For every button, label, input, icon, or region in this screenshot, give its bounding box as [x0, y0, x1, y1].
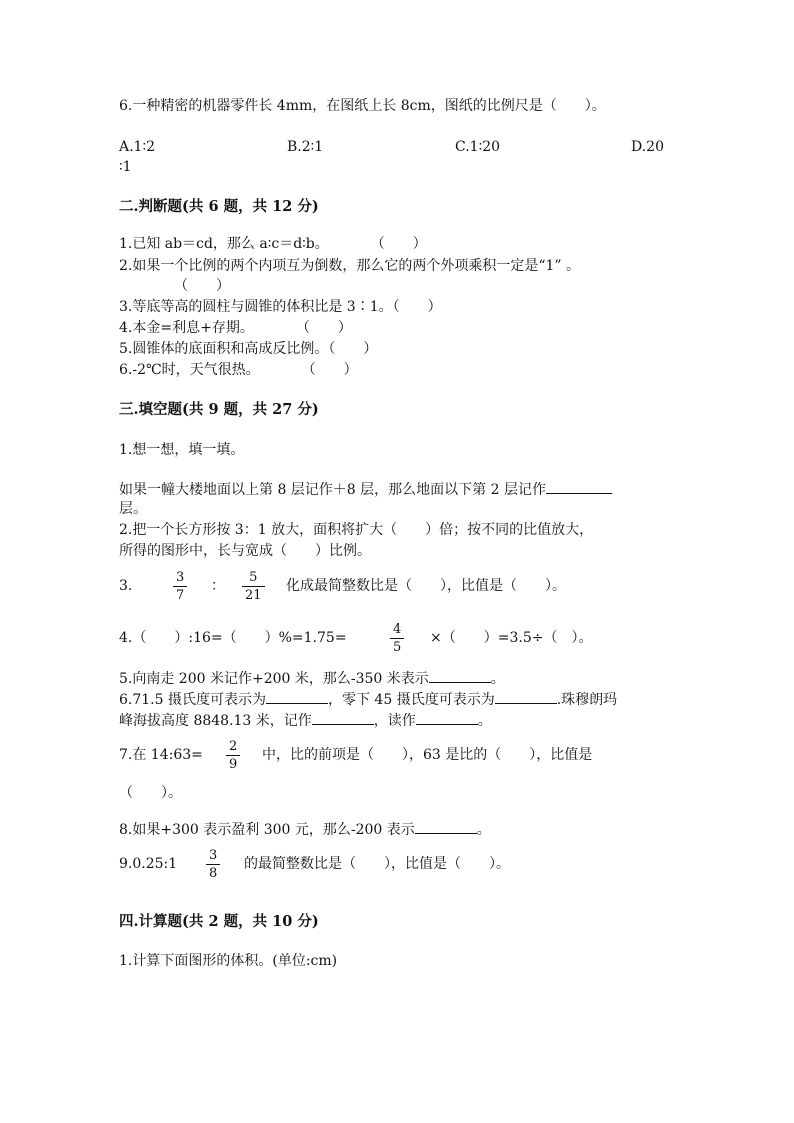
fill-q5: 5.向南走 200 米记作+200 米，那么-350 米表示 。 — [119, 668, 505, 689]
answer-blank[interactable] — [416, 710, 478, 725]
fraction-numerator: 3 — [176, 570, 185, 585]
fill-q3-text: 化成最简整数比是（ ），比值是（ ）。 — [286, 578, 566, 594]
section-2-title: 二.判断题(共 6 题，共 12 分) — [119, 198, 319, 215]
fill-q2-line1: 2.把一个长方形按 3：1 放大，面积将扩大（ ）倍；按不同的比值放大， — [119, 522, 594, 538]
fill-q4-text-tail: ×（ ）=3.5÷（ ）。 — [430, 630, 593, 646]
fraction-numerator: 4 — [393, 622, 402, 637]
section-3-title: 三.填空题(共 9 题，共 27 分) — [119, 401, 319, 418]
fraction-denominator: 21 — [245, 588, 262, 603]
judge-item-3: 3.等底等高的圆柱与圆锥的体积比是 3∶1。（ ） — [119, 299, 442, 315]
answer-blank[interactable] — [415, 819, 477, 834]
fraction-denominator: 5 — [393, 640, 402, 655]
question-6-stem: 6.一种精密的机器零件长 4mm，在图纸上长 8cm，图纸的比例尺是（ ）。 — [119, 98, 606, 114]
option-c: C.1∶20 — [455, 139, 501, 155]
fraction-denominator: 9 — [229, 757, 238, 772]
fraction-numerator: 2 — [229, 739, 238, 754]
fill-q7-brackets: （ ）。 — [119, 785, 182, 801]
fraction-4-5 — [390, 622, 404, 655]
fill-q7-text-tail: 中，比的前项是（ ），63 是比的（ ），比值是 — [262, 747, 593, 763]
option-a: A.1∶2 — [119, 139, 156, 155]
judge-item-1: 1.已知 ab＝cd，那么 a∶c＝d∶b。 （ ） — [119, 236, 427, 252]
fill-q3-number: 3. — [119, 578, 133, 594]
calc-q1: 1.计算下面图形的体积。(单位:cm) — [119, 953, 338, 969]
ratio-colon: ： — [211, 578, 225, 594]
section-4-title: 四.计算题(共 2 题，共 10 分) — [119, 913, 319, 930]
fraction-3-7 — [173, 570, 187, 603]
fraction-numerator: 3 — [209, 848, 218, 863]
fraction-5-21 — [242, 570, 265, 603]
fraction-denominator: 8 — [209, 866, 218, 881]
fill-q7-text: 7.在 14:63= — [119, 747, 203, 763]
fraction-bar — [242, 586, 265, 587]
judge-item-2: 2.如果一个比例的两个内项互为倒数，那么它的两个外项乘积一定是“1” 。 — [119, 258, 581, 274]
fraction-3-8 — [206, 848, 220, 881]
answer-blank[interactable] — [546, 479, 612, 494]
fill-q6-line2: 峰海拔高度 8848.13 米，记作 ，读作 。 — [119, 710, 492, 731]
fraction-bar — [173, 586, 187, 587]
fraction-bar — [226, 755, 240, 756]
judge-item-4: 4.本金=利息+存期。 （ ） — [119, 320, 352, 336]
fill-q9-text: 9.0.25:1 — [119, 856, 178, 872]
fraction-bar — [390, 638, 404, 639]
answer-blank[interactable] — [266, 689, 328, 704]
fraction-bar — [206, 864, 220, 865]
judge-item-6: 6.-2℃时，天气很热。 （ ） — [119, 362, 358, 378]
fill-q4-text: 4.（ ）:16=（ ）%=1.75= — [119, 630, 347, 646]
option-b: B.2∶1 — [287, 139, 324, 155]
answer-blank[interactable] — [495, 689, 557, 704]
fraction-numerator: 5 — [249, 570, 258, 585]
answer-blank[interactable] — [312, 710, 374, 725]
fill-q1-detail-end: 层。 — [119, 501, 147, 517]
fill-q9-text-tail: 的最简整数比是（ ），比值是（ ）。 — [244, 856, 510, 872]
fill-q1-detail: 如果一幢大楼地面以上第 8 层记作＋8 层，那么地面以下第 2 层记作 — [119, 479, 612, 500]
answer-blank[interactable] — [429, 668, 491, 683]
fill-q8: 8.如果+300 表示盈利 300 元，那么-200 表示 。 — [119, 819, 491, 840]
option-d-continued: ∶1 — [119, 159, 132, 175]
fill-q6-line1: 6.71.5 摄氏度可表示为 ，零下 45 摄氏度可表示为 .珠穆朗玛 — [119, 689, 617, 710]
judge-item-2-brackets: （ ） — [174, 278, 230, 294]
fill-q1: 1.想一想，填一填。 — [119, 442, 245, 458]
fraction-2-9 — [226, 739, 240, 772]
judge-item-5: 5.圆锥体的底面积和高成反比例。（ ） — [119, 341, 378, 357]
fill-q2-line2: 所得的图形中，长与宽成（ ）比例。 — [119, 543, 371, 559]
option-d: D.20 — [631, 139, 664, 155]
fraction-denominator: 7 — [176, 588, 185, 603]
